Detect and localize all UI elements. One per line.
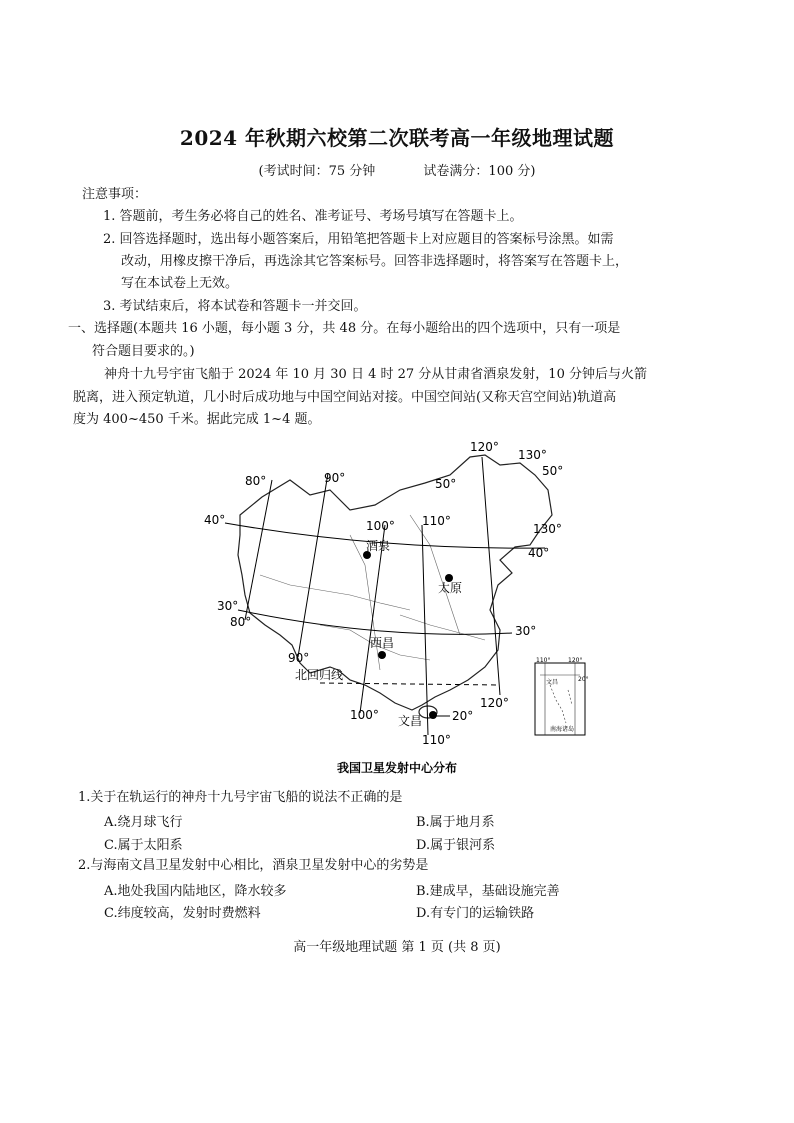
south-china-sea-inset: [535, 657, 589, 735]
china-outline: [238, 455, 552, 710]
svg-text:南海诸岛: 南海诸岛: [550, 726, 575, 733]
section-heading: 一、选择题(本题共 16 小题，每小题 3 分，共 48 分。在每小题给出的四个选项中，只有一项是: [68, 321, 621, 336]
longitude-80: [245, 480, 272, 620]
question-1-option-c[interactable]: C.属于太阳系: [104, 838, 183, 853]
label-lon80-left: 80°: [230, 615, 252, 629]
label-lat40-left: 40°: [204, 513, 226, 527]
map-caption: 我国卫星发射中心分布: [336, 761, 458, 775]
satellite-launch-map: [200, 435, 595, 780]
svg-text:20°: 20°: [578, 676, 589, 683]
question-2-option-c[interactable]: C.纬度较高，发射时费燃料: [104, 906, 261, 921]
label-lon100-bottom: 100°: [350, 708, 379, 722]
svg-text:120°: 120°: [568, 657, 583, 664]
question-1-option-d[interactable]: D.属于银河系: [416, 838, 496, 853]
question-1-option-b[interactable]: B.属于地月系: [416, 815, 495, 830]
label-lat50-right: 50°: [542, 464, 564, 478]
label-tropic: 北回归线: [295, 668, 344, 682]
svg-text:110°: 110°: [536, 657, 551, 664]
label-lat50: 50°: [435, 477, 457, 491]
question-1-option-a[interactable]: A.绕月球飞行: [104, 815, 183, 830]
question-2-option-d[interactable]: D.有专门的运输铁路: [416, 906, 535, 921]
question-2-stem: 2.与海南文昌卫星发射中心相比，酒泉卫星发射中心的劣势是: [78, 858, 429, 873]
passage-line: 度为 400~450 千米。据此完成 1~4 题。: [73, 412, 321, 427]
passage-line: 神舟十九号宇宙飞船于 2024 年 10 月 30 日 4 时 27 分从甘肃省酒泉发射，10 分钟后与火箭: [104, 367, 647, 382]
tropic-of-cancer: [320, 683, 500, 685]
label-jiuquan: 酒泉: [366, 539, 391, 553]
label-lat20: 20°: [452, 709, 474, 723]
exam-subtitle: [0, 160, 794, 179]
note-item: 写在本试卷上无效。: [121, 276, 239, 291]
label-lon90-bottom: 90°: [288, 651, 310, 665]
xichang-site: [378, 651, 386, 659]
label-lon100-top: 100°: [366, 519, 395, 533]
label-xichang: 西昌: [370, 636, 395, 650]
label-lat30-left: 30°: [217, 599, 239, 613]
note-item: 1. 答题前，考生务必将自己的姓名、准考证号、考场号填写在答题卡上。: [103, 209, 523, 224]
svg-text:文昌: 文昌: [546, 679, 559, 686]
note-item: 改动，用橡皮擦干净后，再选涂其它答案标号。回答非选择题时，将答案写在答题卡上，: [121, 254, 629, 269]
label-lat40-right: 40°: [528, 546, 550, 560]
note-item: 3. 考试结束后，将本试卷和答题卡一并交回。: [103, 299, 367, 314]
question-1-stem: 1.关于在轨运行的神舟十九号宇宙飞船的说法不正确的是: [78, 790, 403, 805]
longitude-90: [298, 473, 328, 657]
passage-line: 脱离，进入预定轨道，几小时后成功地与中国空间站对接。中国空间站(又称天宫空间站)轨道高: [73, 390, 617, 405]
label-lon90-top: 90°: [324, 471, 346, 485]
note-item: 2. 回答选择题时，选出每小题答案后，用铅笔把答题卡上对应题目的答案标号涂黑。如需: [103, 232, 614, 247]
wenchang-site: [429, 711, 437, 719]
question-2-option-a[interactable]: A.地处我国内陆地区，降水较多: [104, 884, 287, 899]
label-lat80: 80°: [245, 474, 267, 488]
page-footer: 高一年级地理试题 第 1 页 (共 8 页): [293, 940, 501, 955]
latitude-30: [238, 610, 512, 634]
label-taiyuan: 太原: [438, 581, 463, 595]
label-lon130: 130°: [518, 448, 547, 462]
label-lon130-right: 130°: [533, 522, 562, 536]
question-2-option-b[interactable]: B.建成早，基础设施完善: [416, 884, 560, 899]
section-heading-cont: 符合题目要求的。): [92, 344, 195, 359]
exam-title: 2024 年秋期六校第二次联考高一年级地理试题: [179, 126, 615, 150]
exam-score: 试卷满分：100 分): [423, 164, 536, 179]
label-lon110-top: 110°: [422, 514, 451, 528]
label-lon120-bottom: 120°: [480, 696, 509, 710]
label-lon120-top: 120°: [470, 440, 499, 454]
label-lon110-bottom: 110°: [422, 733, 451, 747]
label-wenchang: 文昌: [398, 714, 423, 728]
label-lat30-right: 30°: [515, 624, 537, 638]
exam-time: (考试时间：75 分钟: [258, 164, 376, 179]
notes-heading: 注意事项：: [82, 187, 148, 202]
